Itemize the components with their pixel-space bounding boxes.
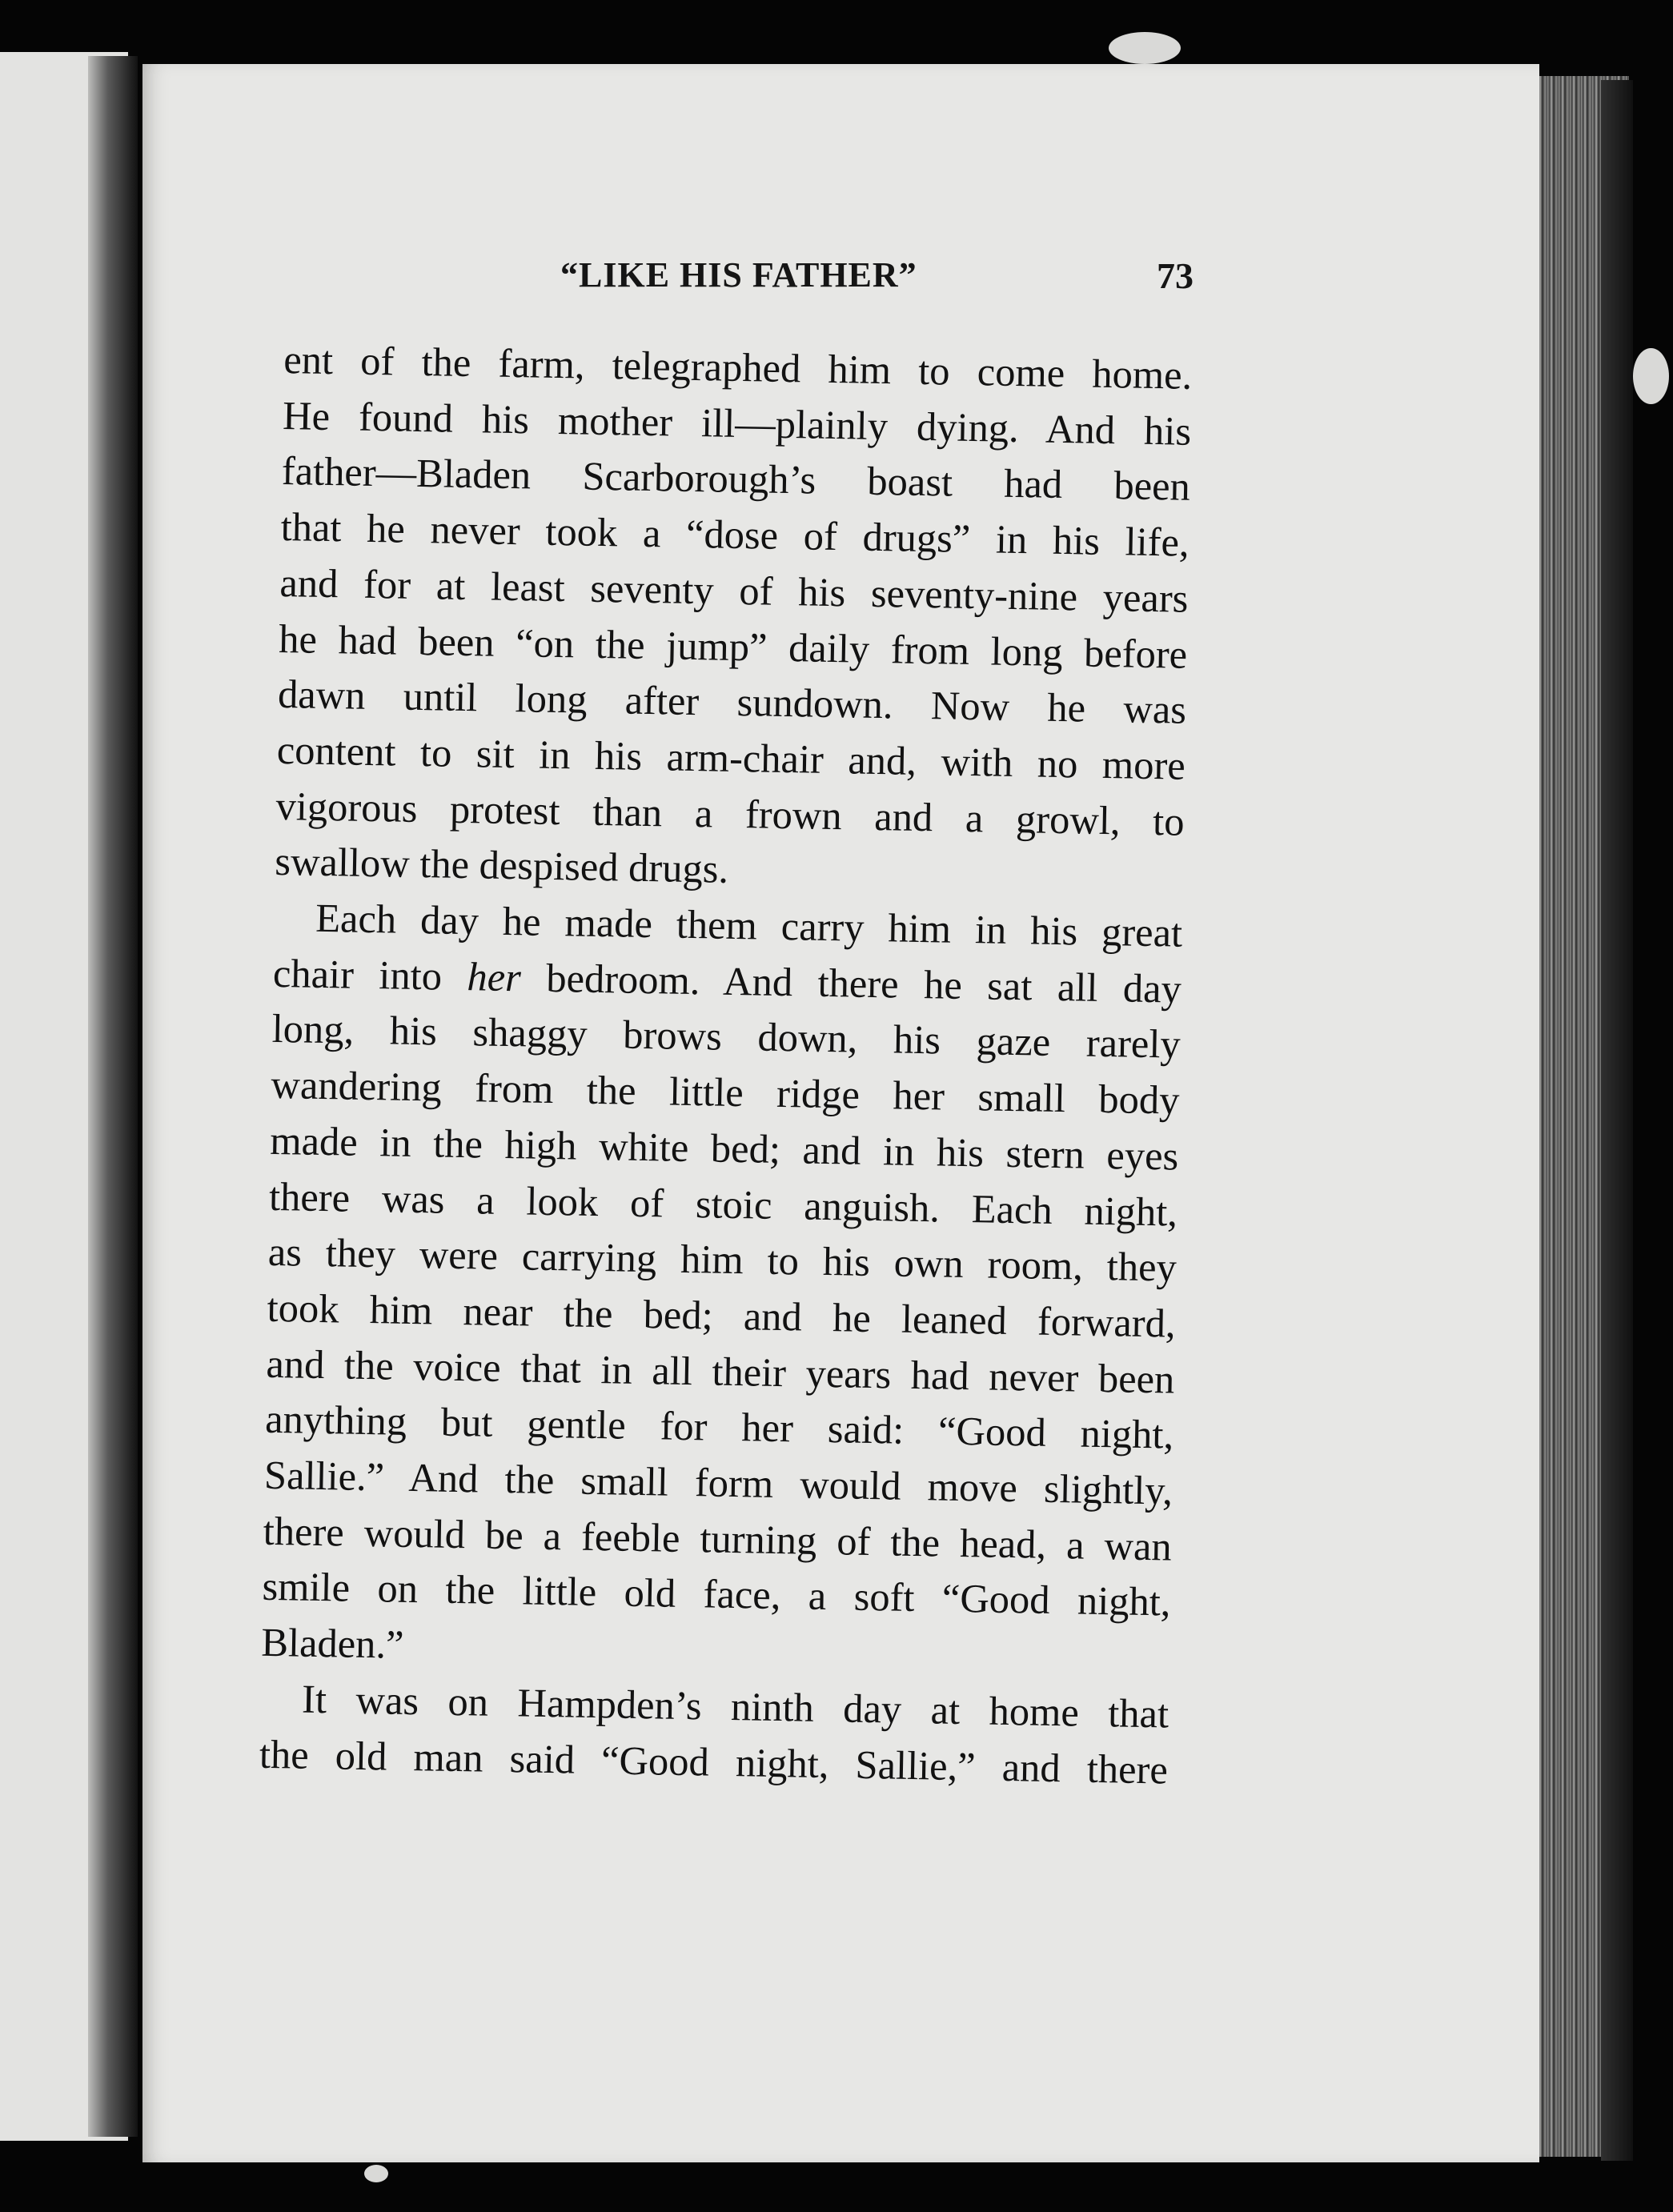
page-header [288,248,1201,312]
text-line: anything but gentle for her said: “Good night, [264,1397,1174,1457]
text-line: he had been “on the jump” daily from long before [278,615,1188,677]
text-line: content to sit in his arm-chair and, with no more [276,727,1186,788]
text-line: He found his mother ill—plainly dying. And his [282,392,1192,454]
text-line: Sallie.” And the small form would move slightly, [263,1452,1174,1513]
text-line: there was a look of stoic anguish. Each night, [268,1173,1178,1235]
book-fore-edge-shadow [1601,80,1633,2161]
paragraph [259,1671,1169,1798]
text-line: vigorous protest than a frown and a growl, to [275,783,1185,844]
running-head: “LIKE HIS FATHER” [560,255,917,295]
text-line: and for at least seventy of his seventy-nine years [279,559,1189,621]
paper-debris [364,2165,388,2182]
text-line: and the voice that in all their years had never been [266,1340,1175,1402]
text-line: there would be a feeble turning of the head, a wan [263,1508,1173,1569]
text-line: that he never took a “dose of drugs” in his life, [280,504,1190,565]
text-line: the old man said “Good night, Sallie,” and there [259,1731,1169,1793]
book-gutter [88,56,138,2137]
text-line: wandering from the little ridge her small body [271,1062,1180,1123]
text-line: swallow the despised drugs. [274,839,729,892]
text-line: made in the high white bed; and in his stern eyes [269,1117,1179,1179]
page-number: 73 [1157,255,1194,296]
text-line: chair into her bedroom. And there he sat all day [272,950,1182,1012]
text-line: Each day he made them carry him in his great [315,895,1183,956]
paragraph [275,332,1193,906]
text-line: as they were carrying him to his own room, they [267,1229,1178,1290]
text-line: ent of the farm, telegraphed him to come home. [283,336,1193,398]
text-line: father—Bladen Scarborough’s boast had been [281,448,1191,510]
text-line: dawn until long after sundown. Now he was [277,671,1187,732]
text-line: Bladen.” [260,1619,404,1668]
paper-debris [1109,32,1181,64]
text-line: took him near the bed; and he leaned forward, [267,1284,1177,1346]
page-body-text [259,332,1192,1798]
text-line: long, his shaggy brows down, his gaze rarely [271,1006,1182,1068]
text-line: smile on the little old face, a soft “Good night, [262,1564,1171,1625]
text-line: It was on Hampden’s ninth day at home that [301,1676,1169,1737]
paragraph [261,890,1183,1687]
paper-debris [1633,348,1669,404]
